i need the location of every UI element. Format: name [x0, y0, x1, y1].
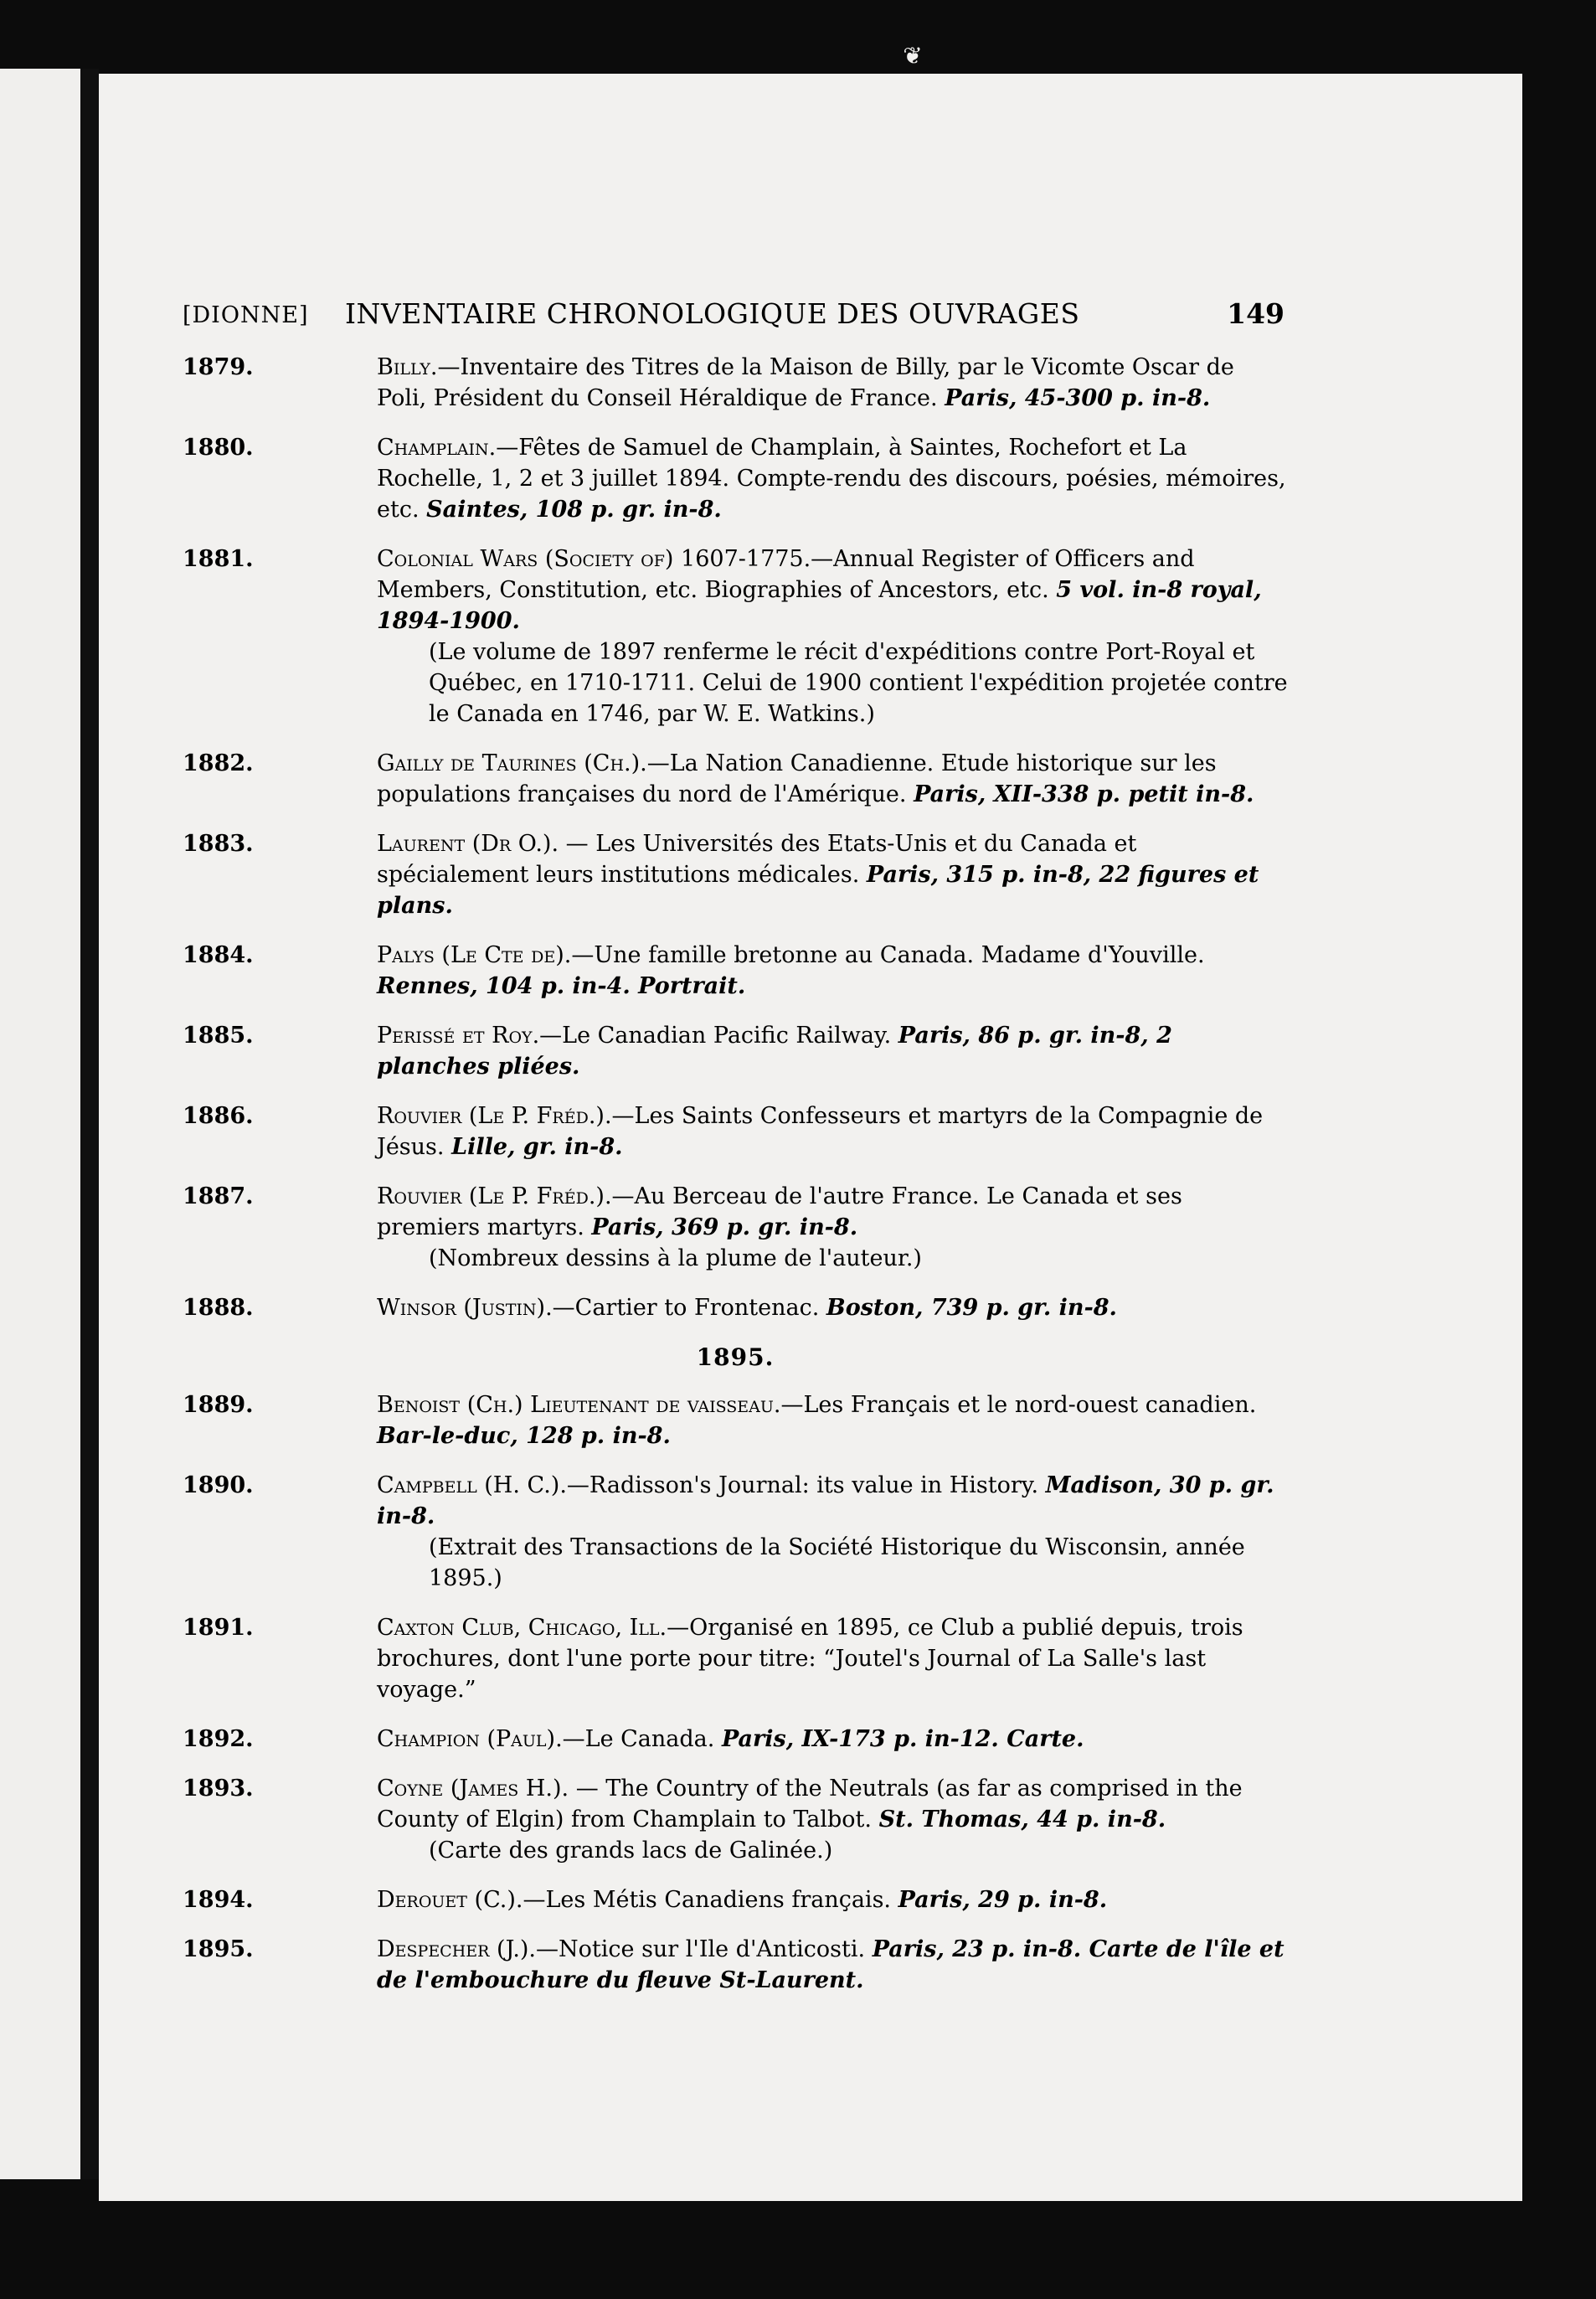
entry-note: (Carte des grands lacs de Galinée.) [429, 1838, 833, 1863]
entry-title: — The Country of the Neutrals (as far as comprised in the County of Elgin) from Champlain to Talbot. [377, 1776, 1243, 1832]
entry-author: Winsor (Justin). [377, 1295, 553, 1321]
entry-number: 1893. [183, 1776, 254, 1802]
bibliography-entry [183, 748, 1288, 810]
entry-title: —Les Saints Confesseurs et martyrs de la Compagnie de Jésus. [377, 1103, 1264, 1160]
entry-title: —Inventaire des Titres de la Maison de Billy, par le Vicomte Oscar de Poli, Président du Conseil Héraldique de France. [377, 354, 1234, 411]
page-number: 149 [1227, 297, 1285, 330]
entry-author: Perissé et Roy. [377, 1023, 540, 1049]
entry-number: 1886. [183, 1103, 254, 1129]
year-heading: 1895. [696, 1343, 775, 1371]
book-spine-shadow [80, 69, 99, 2179]
entry-publication: Paris, IX-173 p. in-12. Carte. [721, 1726, 1084, 1752]
left-page-edge [0, 69, 80, 2179]
bibliography-entry [183, 1101, 1288, 1162]
entry-author: Laurent (Dr O.). [377, 831, 559, 857]
bibliography-entry [183, 432, 1288, 525]
entry-author: Rouvier (Le P. Fréd.). [377, 1183, 612, 1209]
entry-note: (Nombreux dessins à la plume de l'auteur.) [429, 1245, 922, 1271]
entry-publication: Bar-le-duc, 128 p. in-8. [377, 1423, 671, 1449]
entry-author: Champlain. [377, 435, 497, 461]
bibliography-entry [183, 828, 1288, 921]
header-title: INVENTAIRE CHRONOLOGIQUE DES OUVRAGES [345, 297, 1080, 330]
entry-number: 1884. [183, 942, 254, 968]
entry-author: Colonial Wars (Society of) [377, 546, 674, 572]
entry-title: —Le Canadian Pacific Railway. [539, 1023, 892, 1049]
bibliography-entry [183, 1724, 1288, 1755]
entry-publication: Paris, 45-300 p. in-8. [945, 385, 1211, 411]
entry-title: —Au Berceau de l'autre France. Le Canada et ses premiers martyrs. [377, 1183, 1182, 1240]
entry-publication: Rennes, 104 p. in-4. Portrait. [377, 973, 746, 999]
entry-note: (Extrait des Transactions de la Société Historique du Wisconsin, année 1895.) [429, 1534, 1245, 1591]
bibliography-entry [183, 940, 1288, 1002]
bibliography-entry [183, 1389, 1288, 1451]
entry-publication: Paris, 86 p. gr. in-8, 2 planches pliées. [377, 1023, 1172, 1080]
bibliography-entry [183, 1934, 1288, 1996]
entry-title: —Les Français et le nord-ouest canadien. [780, 1392, 1257, 1418]
bibliography-entry [183, 1612, 1288, 1705]
bibliography-entry [183, 1020, 1288, 1082]
scan-mark-icon: ❦ [903, 42, 923, 70]
entry-number: 1881. [183, 546, 254, 572]
entry-publication: Lille, gr. in-8. [451, 1134, 623, 1160]
entry-author: Benoist (Ch.) Lieutenant de vaisseau. [377, 1392, 781, 1418]
bibliography-entry [183, 352, 1288, 414]
entry-title: —Cartier to Frontenac. [552, 1295, 820, 1321]
entry-number: 1882. [183, 750, 254, 776]
entry-author: Champion (Paul). [377, 1726, 563, 1752]
entry-author: Palys (Le Cte de). [377, 942, 572, 968]
entry-title: —Organisé en 1895, ce Club a publié depuis, trois brochures, dont l'une porte pour titre: “Joutel's Journal of La Salle's last voyage.” [377, 1615, 1243, 1703]
entry-author: Campbell (H. C.). [377, 1472, 567, 1498]
entry-title: —Le Canada. [562, 1726, 715, 1752]
entry-publication: Paris, 29 p. in-8. [898, 1887, 1108, 1913]
bibliography-entry [183, 1884, 1288, 1915]
running-header [183, 297, 1285, 334]
entry-title: —Une famille bretonne au Canada. Madame d'Youville. [571, 942, 1205, 968]
entry-publication: Boston, 739 p. gr. in-8. [826, 1295, 1117, 1321]
entry-number: 1894. [183, 1887, 254, 1913]
bibliography-entry [183, 1181, 1288, 1274]
entry-title: —Les Métis Canadiens français. [523, 1887, 892, 1913]
entry-author: Coyne (James H.). [377, 1776, 569, 1802]
entry-author: Billy. [377, 354, 438, 380]
header-tag: [DIONNE] [183, 302, 309, 328]
entry-number: 1888. [183, 1295, 254, 1321]
entry-publication: Paris, 315 p. in-8, 22 figures et plans. [377, 862, 1259, 919]
entry-title: — Les Universités des Etats-Unis et du Canada et spécialement leurs institutions médicales. [377, 831, 1137, 888]
entry-number: 1895. [183, 1936, 254, 1962]
entry-number: 1885. [183, 1023, 254, 1049]
entry-author: Gailly de Taurines (Ch.). [377, 750, 647, 776]
bibliography-entry [183, 1470, 1288, 1594]
entry-author: Derouet (C.). [377, 1887, 523, 1913]
entry-title: —Radisson's Journal: its value in History. [566, 1472, 1039, 1498]
entry-title: —La Nation Canadienne. Etude historique sur les populations françaises du nord de l'Amérique. [377, 750, 1217, 807]
entry-number: 1891. [183, 1615, 254, 1641]
entry-publication: Saintes, 108 p. gr. in-8. [426, 497, 722, 523]
entry-title: —Fêtes de Samuel de Champlain, à Saintes, Rochefort et La Rochelle, 1, 2 et 3 juillet 1894. Compte-rendu des discours, poésies, mémoires, etc. [377, 435, 1286, 523]
bibliography-entry [183, 1292, 1288, 1323]
bibliography-entry [183, 1773, 1288, 1866]
entry-publication: Paris, XII-338 p. petit in-8. [914, 781, 1254, 807]
bibliography-entries [183, 352, 1288, 2014]
entry-publication: 5 vol. in-8 royal, 1894-1900. [377, 577, 1262, 634]
entry-title: 1607-1775.—Annual Register of Officers and Members, Constitution, etc. Biographies of Ancestors, etc. [377, 546, 1195, 603]
entry-publication: Paris, 23 p. in-8. Carte de l'île et de l'embouchure du fleuve St-Laurent. [377, 1936, 1285, 1993]
entry-number: 1892. [183, 1726, 254, 1752]
entry-author: Caxton Club, Chicago, Ill. [377, 1615, 667, 1641]
entries-block-2 [183, 1389, 1288, 1996]
entry-number: 1887. [183, 1183, 254, 1209]
entry-publication: Madison, 30 p. gr. in-8. [377, 1472, 1274, 1529]
entry-note: (Le volume de 1897 renferme le récit d'expéditions contre Port-Royal et Québec, en 1710-1711. Celui de 1900 contient l'expédition projetée contre le Canada en 1746, par W. E. Watkins.) [429, 639, 1288, 727]
entry-publication: St. Thomas, 44 p. in-8. [878, 1807, 1166, 1832]
entry-title: —Notice sur l'Ile d'Anticosti. [536, 1936, 866, 1962]
bibliography-entry [183, 544, 1288, 729]
entries-block-1 [183, 352, 1288, 1323]
entry-number: 1879. [183, 354, 254, 380]
entry-number: 1883. [183, 831, 254, 857]
entry-author: Rouvier (Le P. Fréd.). [377, 1103, 612, 1129]
entry-author: Despecher (J.). [377, 1936, 537, 1962]
entry-number: 1890. [183, 1472, 254, 1498]
entry-number: 1889. [183, 1392, 254, 1418]
entry-number: 1880. [183, 435, 254, 461]
entry-publication: Paris, 369 p. gr. in-8. [591, 1214, 858, 1240]
